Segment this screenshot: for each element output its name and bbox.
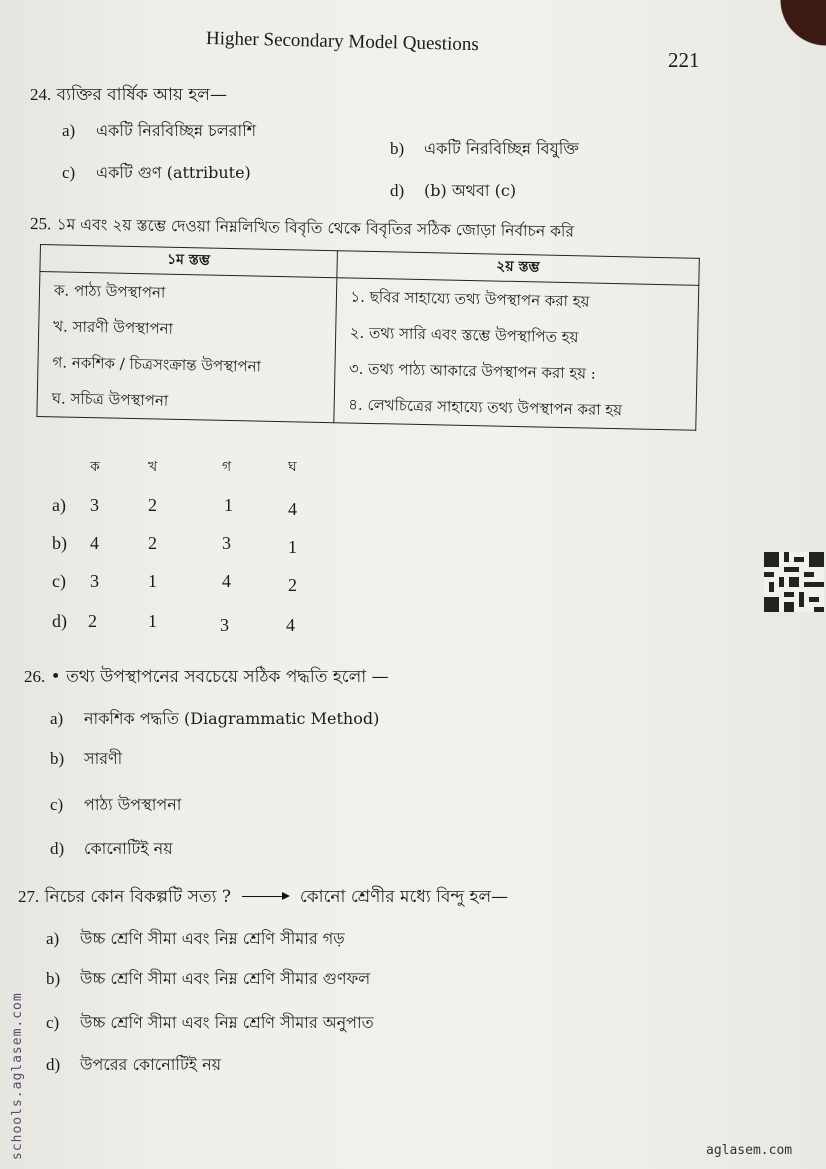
question-text: • তথ্য উপস্থাপনের সবচেয়ে সঠিক পদ্ধতি হলো —	[50, 667, 389, 687]
option-label: a)	[50, 709, 64, 728]
option-d	[50, 836, 173, 863]
question-26	[24, 664, 389, 692]
page-corner-shadow	[756, 0, 826, 60]
grid-cell: 4	[288, 499, 297, 519]
option-label: a)	[46, 929, 60, 948]
grid-cell: 2	[148, 533, 157, 553]
grid-row-label: c)	[52, 571, 66, 591]
question-text: ব্যক্তির বার্ষিক আয় হল—	[56, 85, 227, 105]
option-label: d)	[50, 839, 65, 858]
grid-cell: 1	[224, 495, 233, 515]
option-text: উচ্চ শ্রেণি সীমা এবং নিম্ন শ্রেণি সীমার গড়	[80, 929, 345, 948]
grid-cell: 1	[288, 537, 297, 557]
column-2-item: ১. ছবির সাহায্যে তথ্য উপস্থাপন করা হয়	[350, 287, 590, 311]
grid-cell: 2	[88, 611, 97, 631]
grid-cell: 4	[286, 615, 295, 635]
column-2-item: ৪. লেখচিত্রের সাহায্যে তথ্য উপস্থাপন করা হয়	[348, 395, 623, 420]
option-label: a)	[62, 121, 76, 140]
column-2-cell	[333, 278, 698, 431]
option-d	[390, 178, 516, 205]
option-a	[46, 926, 345, 953]
option-label: d)	[390, 181, 405, 200]
grid-cell: 3	[90, 571, 99, 591]
option-c	[46, 1010, 374, 1037]
grid-cell: 3	[222, 533, 231, 553]
column-2-item: ৩. তথ্য পাঠ্য আকারে উপস্থাপন করা হয় :	[348, 359, 597, 383]
grid-row-label: a)	[52, 495, 66, 515]
question-text: ১ম এবং ২য় স্তম্ভে দেওয়া নিম্নলিখিত বিবৃতি থেকে বিবৃতির সঠিক জোড়া নির্বাচন করি	[56, 215, 575, 241]
option-a	[62, 118, 256, 145]
option-text: পাঠ্য উপস্থাপনা	[84, 795, 182, 814]
grid-row-label: b)	[52, 533, 67, 553]
grid-row-a	[52, 495, 352, 525]
option-text: একটি নিরবিচ্ছিন্ন চলরাশি	[96, 121, 257, 140]
option-b	[50, 746, 122, 773]
page-number: 221	[668, 48, 700, 72]
option-label: d)	[46, 1055, 61, 1074]
column-2-item: ২. তথ্য সারি এবং স্তম্ভে উপস্থাপিত হয়	[349, 323, 579, 347]
option-d	[46, 1052, 221, 1079]
question-text-continued: কোনো শ্রেণীর মধ্যে বিন্দু হল—	[299, 887, 509, 907]
grid-cell: 3	[220, 615, 229, 635]
grid-header: গ	[222, 459, 232, 475]
column-1-header: ১ম স্তম্ভ	[40, 245, 337, 278]
column-1-cell	[37, 272, 337, 423]
grid-cell: 1	[148, 571, 157, 591]
grid-row-c	[52, 571, 352, 601]
question-24	[30, 82, 227, 110]
matching-table	[36, 244, 699, 431]
grid-cell: 4	[222, 571, 231, 591]
option-a	[50, 706, 379, 733]
option-text: উচ্চ শ্রেণি সীমা এবং নিম্ন শ্রেণি সীমার অনুপাত	[80, 1013, 374, 1032]
option-label: b)	[46, 969, 61, 988]
grid-header: ক	[90, 459, 100, 475]
option-b	[390, 136, 579, 163]
question-27	[18, 884, 508, 912]
option-label: b)	[50, 749, 65, 768]
qr-code-icon	[764, 552, 824, 612]
grid-row-d	[52, 611, 352, 641]
column-1-item: খ. সারণী উপস্থাপনা	[53, 317, 174, 338]
option-label: c)	[46, 1013, 60, 1032]
column-1-item: ঘ. সচিত্র উপস্থাপনা	[51, 389, 169, 410]
option-text: একটি গুণ (attribute)	[96, 163, 251, 182]
option-text: সারণী	[84, 749, 123, 768]
option-text: একটি নিরবিচ্ছিন্ন বিযুক্তি	[424, 139, 579, 158]
grid-cell: 1	[148, 611, 157, 631]
watermark-left: schools.aglasem.com	[10, 992, 25, 1160]
question-number: 25.	[29, 214, 52, 234]
question-number: 26.	[24, 667, 46, 686]
grid-cell: 2	[288, 575, 297, 595]
option-text: নাকশিক পদ্ধতি (Diagrammatic Method)	[84, 709, 380, 728]
question-25	[30, 212, 730, 248]
header-title: Higher Secondary Model Questions	[205, 28, 479, 56]
grid-row-label: d)	[52, 611, 67, 631]
grid-cell: 3	[90, 495, 99, 515]
grid-row-b	[52, 533, 352, 563]
question-text: নিচের কোন বিকল্পটি সত্য ?	[44, 887, 232, 907]
column-2-header: ২য় স্তম্ভ	[336, 251, 699, 286]
arrow-icon	[242, 896, 288, 897]
column-1-item: গ. নকশিক / চিত্রসংক্রান্ত উপস্থাপনা	[52, 353, 262, 376]
column-1-item: ক. পাঠ্য উপস্থাপনা	[53, 281, 166, 302]
option-text: (b) অথবা (c)	[424, 181, 517, 200]
question-number: 27.	[18, 887, 40, 906]
question-number: 24.	[30, 85, 52, 104]
option-b	[46, 966, 370, 993]
option-label: b)	[390, 139, 405, 158]
option-label: c)	[50, 795, 64, 814]
option-c	[50, 792, 181, 819]
option-label: c)	[62, 163, 76, 182]
option-text: কোনোটিই নয়	[84, 839, 173, 858]
grid-cell: 4	[90, 533, 99, 553]
grid-cell: 2	[148, 495, 157, 515]
grid-header: ঘ	[288, 459, 297, 475]
option-text: উচ্চ শ্রেণি সীমা এবং নিম্ন শ্রেণি সীমার গুণফল	[80, 969, 371, 988]
option-text: উপরের কোনোটিই নয়	[80, 1055, 222, 1074]
watermark-right: aglasem.com	[706, 1143, 793, 1158]
option-c	[62, 160, 251, 187]
grid-header-row	[52, 455, 352, 485]
grid-header: খ	[148, 459, 158, 475]
